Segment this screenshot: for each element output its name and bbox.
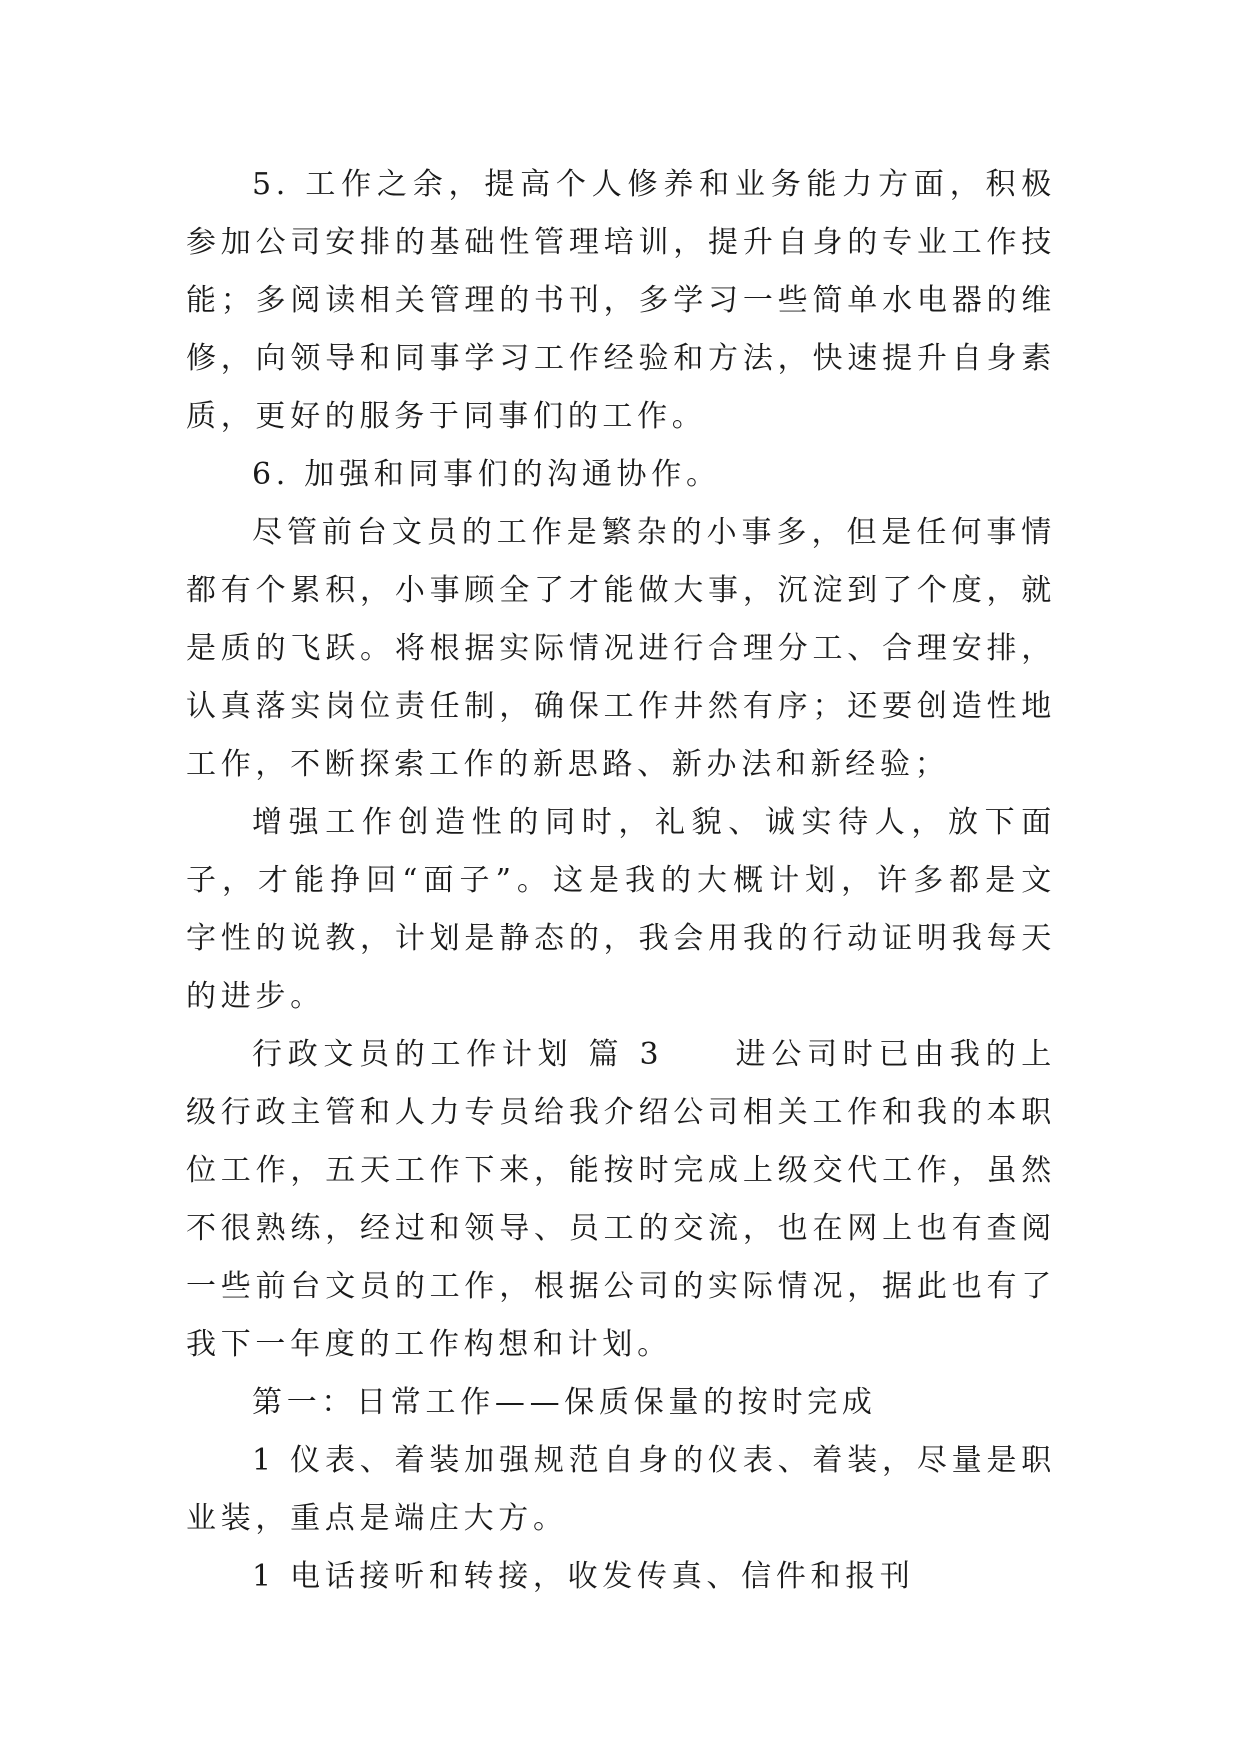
- list-item-phone: 1 电话接听和转接，收发传真、信件和报刊: [252, 1559, 915, 1594]
- list-item-appearance: 1 仪表、着装加强规范自身的仪表、着装，尽量是职业装，重点是端庄大方。: [186, 1443, 1056, 1536]
- paragraph-plan-part-3: 行政文员的工作计划 篇 3 进公司时已由我的上级行政主管和人力专员给我介绍公司相关工作和我的本职位工作，五天工作下来，能按时完成上级交代工作，虽然不很熟练，经过和领导、员工的交流，也在网上也有查阅一些前台文员的工作，根据公司的实际情况，据此也有了我下一年度的工作构想和计划。: [186, 1037, 1056, 1362]
- section-heading-daily-work: 第一：日常工作——保质保量的按时完成: [252, 1385, 877, 1420]
- paragraph-item-6: 6. 加强和同事们的沟通协作。: [252, 457, 721, 492]
- paragraph-creativity: 增强工作创造性的同时，礼貌、诚实待人，放下面子，才能挣回“面子”。这是我的大概计划，许多都是文字性的说教，计划是静态的，我会用我的行动证明我每天的进步。: [186, 805, 1056, 1014]
- document-body: [186, 156, 1056, 1606]
- paragraph-accumulation: 尽管前台文员的工作是繁杂的小事多，但是任何事情都有个累积，小事顾全了才能做大事，沉淀到了个度，就是质的飞跃。将根据实际情况进行合理分工、合理安排，认真落实岗位责任制，确保工作井然有序；还要创造性地工作，不断探索工作的新思路、新办法和新经验；: [186, 515, 1056, 782]
- paragraph-item-5: 5. 工作之余，提高个人修养和业务能力方面，积极参加公司安排的基础性管理培训，提升自身的专业工作技能；多阅读相关管理的书刊，多学习一些简单水电器的维修，向领导和同事学习工作经验和方法，快速提升自身素质，更好的服务于同事们的工作。: [186, 167, 1056, 434]
